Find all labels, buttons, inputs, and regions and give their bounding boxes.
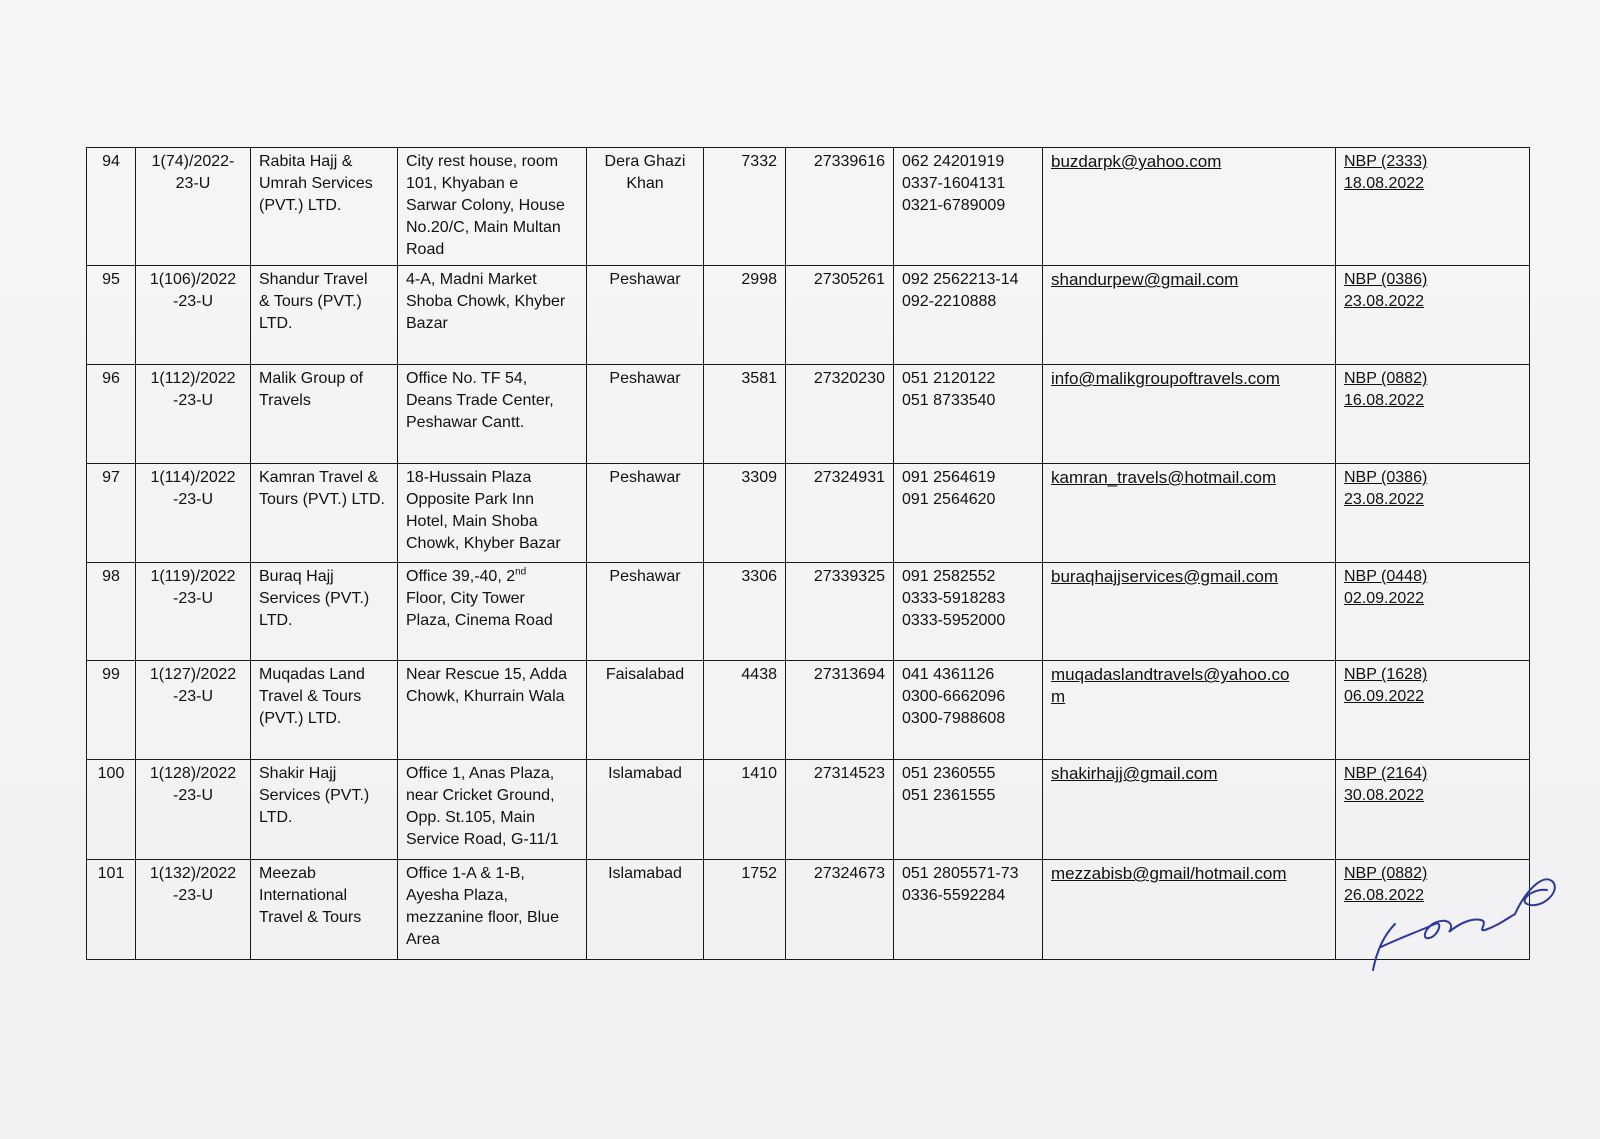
phone-numbers-cell <box>894 148 1043 266</box>
address-text: Office 39,-40, 2 <box>406 567 516 585</box>
file-number-cell <box>136 463 251 562</box>
file-number-text: 1(127)/2022 -23-U <box>149 666 237 706</box>
serial-number-text: 98 <box>102 567 120 585</box>
agency-address-text: Office 1, Anas Plaza, near Cricket Ground, Opp. St.105, Main Service Road, G-11/1 <box>406 765 559 849</box>
bank-receipt-cell <box>1336 463 1530 562</box>
license-number-cell <box>704 760 786 860</box>
file-number-cell <box>136 661 251 760</box>
license-number-cell <box>704 562 786 661</box>
receipt-date: 23.08.2022 <box>1344 293 1425 311</box>
city-text: Islamabad <box>608 765 682 783</box>
ntn-number-text: 27324931 <box>813 468 885 486</box>
email-address-cell <box>1043 148 1336 266</box>
ntn-number-text: 27339616 <box>813 153 885 170</box>
serial-number-cell <box>87 760 136 860</box>
bank-receipt-cell <box>1336 364 1530 463</box>
license-number-text: 7332 <box>741 153 777 170</box>
email-link[interactable]: buraqhajjservices@gmail.com <box>1051 566 1279 586</box>
agency-address-cell <box>398 860 587 960</box>
bank-receipt-cell <box>1336 148 1530 266</box>
bank-reference: NBP (0386) <box>1344 468 1428 486</box>
license-number-cell <box>704 266 786 365</box>
receipt-date: 26.08.2022 <box>1344 887 1425 905</box>
city-cell <box>587 266 704 365</box>
phone-numbers-text: 051 2805571-73 0336-5592284 <box>902 865 1019 905</box>
ntn-number-cell <box>786 562 894 661</box>
file-number-text: 1(74)/2022- 23-U <box>151 153 235 192</box>
phone-numbers-text: 062 24201919 0337-1604131 0321-6789009 <box>902 153 1006 214</box>
table-row <box>87 148 1530 266</box>
agency-address-text: Near Rescue 15, Adda Chowk, Khurrain Wala <box>406 666 567 706</box>
agency-address-text: Office No. TF 54, Deans Trade Center, Peshawar Cantt. <box>406 369 554 431</box>
receipt-date: 18.08.2022 <box>1344 175 1425 192</box>
email-address-cell <box>1043 562 1336 661</box>
email-address-cell <box>1043 463 1336 562</box>
address-text-continued: Floor, City Tower Plaza, Cinema Road <box>406 589 553 629</box>
agency-name-text: Malik Group of Travels <box>259 369 364 409</box>
city-text: Islamabad <box>608 865 682 883</box>
receipt-date: 16.08.2022 <box>1344 391 1425 409</box>
phone-numbers-cell <box>894 463 1043 562</box>
phone-numbers-cell <box>894 266 1043 365</box>
signature-flourish <box>1515 879 1555 914</box>
agency-address-text: 18-Hussain Plaza Opposite Park Inn Hotel, Main Shoba Chowk, Khyber Bazar <box>406 468 561 552</box>
license-number-cell <box>704 661 786 760</box>
city-cell <box>587 364 704 463</box>
agency-address-text: City rest house, room 101, Khyaban e Sarwar Colony, House No.20/C, Main Multan Road <box>406 153 565 258</box>
city-text: Faisalabad <box>605 666 685 684</box>
license-number-text: 1752 <box>741 865 777 883</box>
serial-number-text: 101 <box>97 865 125 883</box>
agency-address-cell <box>398 266 587 365</box>
license-number-text: 3309 <box>741 468 777 486</box>
agency-name-text: Shandur Travel & Tours (PVT.) LTD. <box>259 271 368 333</box>
license-number-text: 3581 <box>741 369 777 387</box>
serial-number-text: 96 <box>102 369 120 387</box>
bank-reference: NBP (0448) <box>1344 567 1428 585</box>
file-number-text: 1(132)/2022 -23-U <box>149 865 237 905</box>
table-row <box>87 266 1530 365</box>
table-row <box>87 364 1530 463</box>
file-number-cell <box>136 760 251 860</box>
license-number-cell <box>704 364 786 463</box>
license-number-text: 3306 <box>741 567 777 585</box>
table-row <box>87 860 1530 960</box>
agency-name-cell <box>251 463 398 562</box>
license-number-cell <box>704 860 786 960</box>
ordinal-suffix: nd <box>515 566 527 578</box>
phone-numbers-text: 091 2582552 0333-5918283 0333-5952000 <box>902 567 1006 629</box>
serial-number-cell <box>87 463 136 562</box>
email-address-cell <box>1043 860 1336 960</box>
city-text: Peshawar <box>609 468 681 486</box>
email-address-cell <box>1043 760 1336 860</box>
bank-reference: NBP (0882) <box>1344 369 1428 387</box>
phone-numbers-cell <box>894 364 1043 463</box>
serial-number-cell <box>87 364 136 463</box>
agency-name-text: Rabita Hajj & Umrah Services (PVT.) LTD. <box>259 153 373 214</box>
email-address-cell <box>1043 661 1336 760</box>
serial-number-cell <box>87 266 136 365</box>
ntn-number-text: 27324673 <box>813 865 885 883</box>
serial-number-text: 99 <box>102 666 120 684</box>
email-link[interactable]: info@malikgroupoftravels.com <box>1051 368 1280 388</box>
phone-numbers-cell <box>894 562 1043 661</box>
ntn-number-cell <box>786 760 894 860</box>
city-cell <box>587 661 704 760</box>
serial-number-text: 95 <box>102 271 120 289</box>
agency-name-cell <box>251 562 398 661</box>
serial-number-cell <box>87 661 136 760</box>
phone-numbers-cell <box>894 760 1043 860</box>
file-number-text: 1(112)/2022 -23-U <box>150 369 236 409</box>
ntn-number-text: 27339325 <box>813 567 885 585</box>
city-cell <box>587 860 704 960</box>
serial-number-text: 100 <box>97 765 125 783</box>
license-number-text: 2998 <box>741 271 777 289</box>
phone-numbers-text: 041 4361126 0300-6662096 0300-7988608 <box>902 666 1006 728</box>
agency-name-cell <box>251 661 398 760</box>
bank-reference: NBP (1628) <box>1344 666 1428 684</box>
city-text: Peshawar <box>609 271 681 289</box>
agency-address-text: Office 1-A & 1-B, Ayesha Plaza, mezzanine floor, Blue Area <box>406 865 559 949</box>
agency-address-cell <box>398 661 587 760</box>
file-number-text: 1(114)/2022 -23-U <box>150 468 236 508</box>
ntn-number-text: 27314523 <box>813 765 885 783</box>
phone-numbers-text: 051 2120122 051 8733540 <box>902 369 996 409</box>
bank-receipt-cell <box>1336 760 1530 860</box>
phone-numbers-text: 092 2562213-14 092-2210888 <box>902 271 1019 311</box>
agency-name-cell <box>251 266 398 365</box>
table-row <box>87 760 1530 860</box>
ntn-number-cell <box>786 661 894 760</box>
signature-stroke <box>1373 914 1515 970</box>
file-number-cell <box>136 860 251 960</box>
email-address-cell <box>1043 364 1336 463</box>
phone-numbers-text: 051 2360555 051 2361555 <box>902 765 996 805</box>
file-number-cell <box>136 364 251 463</box>
agency-name-cell <box>251 860 398 960</box>
email-link[interactable]: muqadaslandtravels@yahoo.co m <box>1051 665 1290 707</box>
table-row <box>87 661 1530 760</box>
ntn-number-text: 27320230 <box>813 369 885 387</box>
agency-table <box>86 147 1530 960</box>
ntn-number-cell <box>786 463 894 562</box>
table-row <box>87 562 1530 661</box>
receipt-date: 23.08.2022 <box>1344 490 1425 508</box>
ntn-number-cell <box>786 364 894 463</box>
agency-name-text: Meezab International Travel & Tours <box>259 865 362 927</box>
city-cell <box>587 562 704 661</box>
bank-receipt-cell <box>1336 562 1530 661</box>
agency-address-cell <box>398 148 587 266</box>
bank-reference: NBP (0386) <box>1344 271 1428 289</box>
city-cell <box>587 148 704 266</box>
agency-address-cell <box>398 463 587 562</box>
ntn-number-text: 27313694 <box>813 666 885 684</box>
agency-name-text: Kamran Travel & Tours (PVT.) LTD. <box>259 468 385 508</box>
agency-name-cell <box>251 364 398 463</box>
serial-number-cell <box>87 562 136 661</box>
receipt-date: 02.09.2022 <box>1344 589 1425 607</box>
agency-name-cell <box>251 148 398 266</box>
agency-name-text: Buraq Hajj Services (PVT.) LTD. <box>259 567 370 629</box>
agency-name-text: Shakir Hajj Services (PVT.) LTD. <box>259 765 370 827</box>
bank-reference: NBP (2333) <box>1344 153 1428 170</box>
file-number-cell <box>136 148 251 266</box>
table-row <box>87 463 1530 562</box>
email-link[interactable]: kamran_travels@hotmail.com <box>1051 467 1277 487</box>
phone-numbers-cell <box>894 860 1043 960</box>
agency-address-cell <box>398 760 587 860</box>
file-number-text: 1(106)/2022 -23-U <box>149 271 237 311</box>
license-number-cell <box>704 463 786 562</box>
agency-address-cell <box>398 562 587 661</box>
email-link[interactable]: buzdarpk@yahoo.com <box>1051 152 1222 171</box>
bank-receipt-cell <box>1336 266 1530 365</box>
phone-numbers-cell <box>894 661 1043 760</box>
agency-address-text: 4-A, Madni Market Shoba Chowk, Khyber Bazar <box>406 271 566 333</box>
city-text: Peshawar <box>609 369 681 387</box>
ntn-number-cell <box>786 266 894 365</box>
agency-name-text: Muqadas Land Travel & Tours (PVT.) LTD. <box>259 666 365 728</box>
serial-number-text: 94 <box>102 153 120 170</box>
bank-reference: NBP (2164) <box>1344 765 1428 783</box>
table-body <box>87 148 1530 960</box>
ntn-number-text: 27305261 <box>813 271 885 289</box>
ntn-number-cell <box>786 148 894 266</box>
agency-name-cell <box>251 760 398 860</box>
city-text: Peshawar <box>609 567 681 585</box>
email-link[interactable]: shakirhajj@gmail.com <box>1051 764 1218 784</box>
bank-reference: NBP (0882) <box>1344 865 1428 883</box>
file-number-cell <box>136 562 251 661</box>
ntn-number-cell <box>786 860 894 960</box>
serial-number-cell <box>87 148 136 266</box>
serial-number-text: 97 <box>102 468 120 486</box>
file-number-cell <box>136 266 251 365</box>
agency-address-cell <box>398 364 587 463</box>
city-text: Dera Ghazi Khan <box>604 153 686 192</box>
license-number-cell <box>704 148 786 266</box>
receipt-date: 30.08.2022 <box>1344 787 1425 805</box>
handwritten-signature <box>1365 852 1565 982</box>
email-link[interactable]: shandurpew@gmail.com <box>1051 270 1239 290</box>
license-number-text: 1410 <box>741 765 777 783</box>
bank-receipt-cell <box>1336 661 1530 760</box>
file-number-text: 1(128)/2022 -23-U <box>149 765 237 805</box>
file-number-text: 1(119)/2022 -23-U <box>150 567 236 607</box>
phone-numbers-text: 091 2564619 091 2564620 <box>902 468 996 508</box>
license-number-text: 4438 <box>741 666 777 684</box>
serial-number-cell <box>87 860 136 960</box>
city-cell <box>587 760 704 860</box>
receipt-date: 06.09.2022 <box>1344 688 1425 706</box>
city-cell <box>587 463 704 562</box>
email-link[interactable]: mezzabisb@gmail/hotmail.com <box>1051 864 1287 884</box>
email-address-cell <box>1043 266 1336 365</box>
